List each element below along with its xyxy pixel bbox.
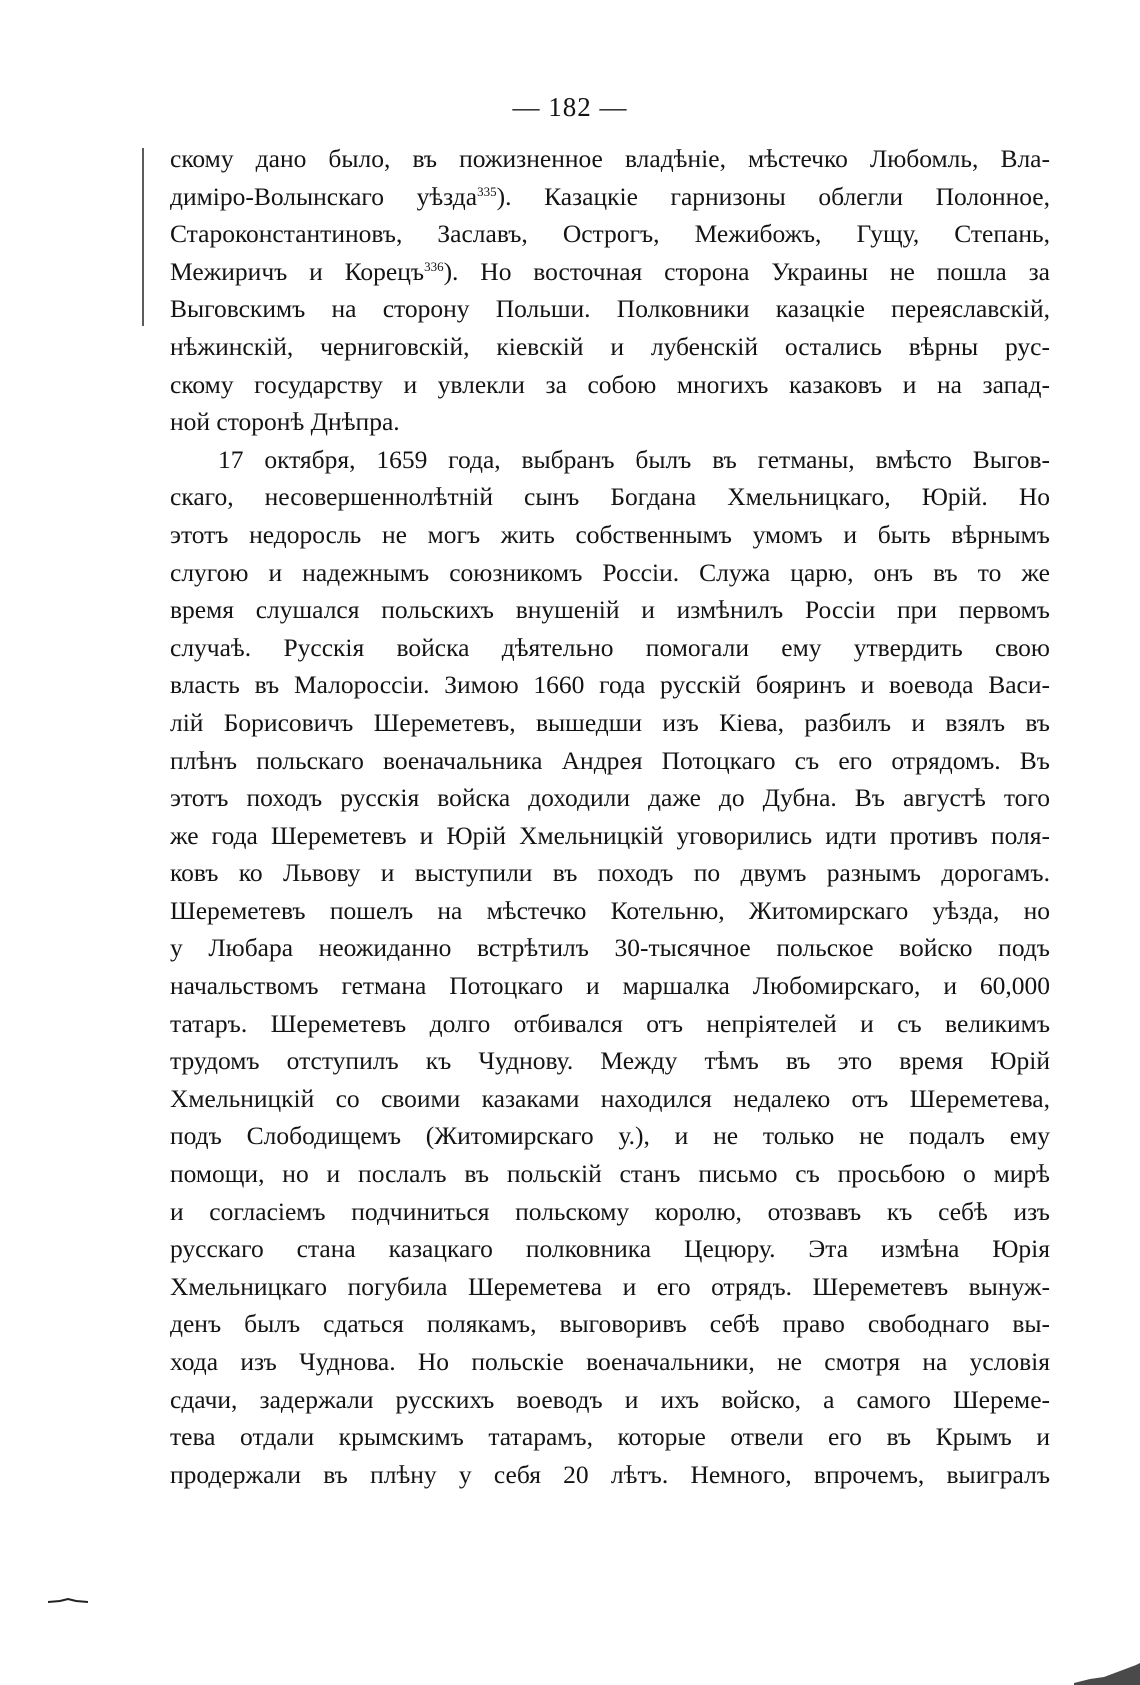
text-line-content: скому государству и увлекли за собою многихъ казаковъ и на запад- [170,369,1050,399]
text-line-content: 17 октября, 1659 года, выбранъ былъ въ гетманы, вмѣсто Выгов- [218,444,1050,474]
page-number: — 182 — [512,92,628,122]
text-line-content: Хмельницкаго погубила Шереметева и его отрядъ. Шереметевъ вынуж- [170,1271,1050,1301]
text-line [170,1305,1050,1343]
text-line-content: русскаго стана казацкаго полковника Цецюру. Эта измѣна Юрія [170,1234,1050,1264]
margin-pencil-mark [141,148,145,326]
text-line-content: у Любара неожиданно встрѣтилъ 30-тысячное польское войско подъ [170,933,1050,963]
text-line-content: помощи, но и послалъ въ польскій станъ письмо съ просьбою о мирѣ [170,1159,1050,1189]
text-line [170,1343,1050,1381]
text-line-content: слугою и надежнымъ союзникомъ Россіи. Служа царю, онъ въ то же [170,557,1050,587]
text-line-content: диміро-Волынскаго уѣзда [170,181,478,211]
edge-smudge-mark [48,1598,88,1604]
text-line [170,1193,1050,1231]
text-line-content: подъ Слободищемъ (Житомирскаго у.), и не только не подалъ ему [170,1121,1050,1151]
text-line [170,1418,1050,1456]
text-line [170,366,1050,404]
text-line [170,817,1050,855]
text-line [170,1080,1050,1118]
text-line-content: продержали въ плѣну у себя 20 лѣтъ. Немного, впрочемъ, выигралъ [170,1459,1050,1489]
text-line [170,328,1050,366]
text-line-content: время слушался польскихъ внушеній и измѣнилъ Россіи при первомъ [170,595,1050,625]
text-line-continuation: ). Но восточная сторона Украины не пошла за [443,256,1050,286]
text-line-content: Выговскимъ на сторону Польши. Полковники казацкіе переяславскій, [170,294,1050,324]
text-line-content: же года Шереметевъ и Юрій Хмельницкій уговорились идти противъ поля- [170,820,1050,850]
text-line-content: денъ былъ сдаться полякамъ, выговоривъ себѣ право свободнаго вы- [170,1309,1050,1339]
text-line [170,1381,1050,1419]
text-line [170,1042,1050,1080]
text-line-content: хода изъ Чуднова. Но польскіе военачальники, не смотря на условія [170,1347,1050,1376]
text-line-content: Межиричъ и Корецъ [170,256,425,286]
text-line [170,1155,1050,1193]
text-line [170,779,1050,817]
text-line [170,441,1050,479]
text-line-content: ковъ ко Львову и выступили въ походъ по двумъ разнымъ дорогамъ. [170,858,1050,888]
text-line [170,854,1050,892]
text-line-content: трудомъ отступилъ къ Чуднову. Между тѣмъ въ это время Юрій [170,1046,1050,1076]
text-line-content: власть въ Малороссіи. Зимою 1660 года русскій бояринъ и воевода Васи- [170,670,1050,700]
text-line-content: ной сторонѣ Днѣпра. [170,407,400,437]
text-line-content: случаѣ. Русскія войска дѣятельно помогали ему утвердить свою [170,632,1050,662]
text-line [170,140,1050,178]
text-line-content: лій Борисовичъ Шереметевъ, вышедши изъ Кіева, разбилъ и взялъ въ [170,707,1050,737]
corner-smudge-mark [1070,1661,1140,1685]
text-line [170,478,1050,516]
text-line-content: тева отдали крымскимъ татарамъ, которые отвели его въ Крымъ и [170,1422,1050,1452]
text-line [170,1456,1050,1494]
text-line-content: Шереметевъ пошелъ на мѣстечко Котельню, Житомирскаго уѣзда, но [170,895,1050,925]
text-line [170,892,1050,930]
text-line [170,178,1050,216]
text-line-content: начальствомъ гетмана Потоцкаго и маршалка Любомирскаго, и 60,000 [170,971,1050,1001]
text-line [170,591,1050,629]
text-line [170,554,1050,592]
text-line-content: плѣнъ польскаго военачальника Андрея Потоцкаго съ его отрядомъ. Въ [170,745,1050,775]
text-line [170,1230,1050,1268]
text-line-content: нѣжинскій, черниговскій, кіевскій и лубенскій остались вѣрны рус- [170,331,1050,361]
text-line [170,704,1050,742]
text-line [170,1117,1050,1155]
text-line-content: этотъ недоросль не могъ жить собственнымъ умомъ и быть вѣрнымъ [170,519,1050,549]
footnote-ref: 336 [424,258,444,274]
text-line [170,1268,1050,1306]
text-line-content: Хмельницкій со своими казаками находился недалеко отъ Шереметева, [170,1083,1050,1113]
text-line [170,516,1050,554]
text-line-content: скому дано было, въ пожизненное владѣніе, мѣстечко Любомль, Вла- [170,144,1050,173]
text-line-continuation: ). Казацкіе гарнизоны облегли Полонное, [496,181,1050,211]
text-line [170,290,1050,328]
text-line-content: скаго, несовершеннолѣтній сынъ Богдана Хмельницкаго, Юрій. Но [170,482,1050,512]
text-line [170,1005,1050,1043]
text-line [170,215,1050,253]
body-text [170,140,1050,1493]
text-line [170,742,1050,780]
text-line-content: этотъ походъ русскія войска доходили даже до Дубна. Въ августѣ того [170,783,1050,813]
text-line-content: сдачи, задержали русскихъ воеводъ и ихъ войско, а самого Шереме- [170,1384,1050,1414]
text-line [170,403,1050,441]
footnote-ref: 335 [477,183,497,199]
text-line [170,666,1050,704]
text-line [170,929,1050,967]
text-line-content: Староконстантиновъ, Заславъ, Острогъ, Межибожъ, Гущу, Степань, [170,219,1050,249]
text-line [170,967,1050,1005]
text-line [170,253,1050,291]
text-line [170,629,1050,667]
text-line-content: и согласіемъ подчиниться польскому королю, отозвавъ къ себѣ изъ [170,1196,1050,1226]
text-line-content: татаръ. Шереметевъ долго отбивался отъ непріятелей и съ великимъ [170,1008,1050,1038]
